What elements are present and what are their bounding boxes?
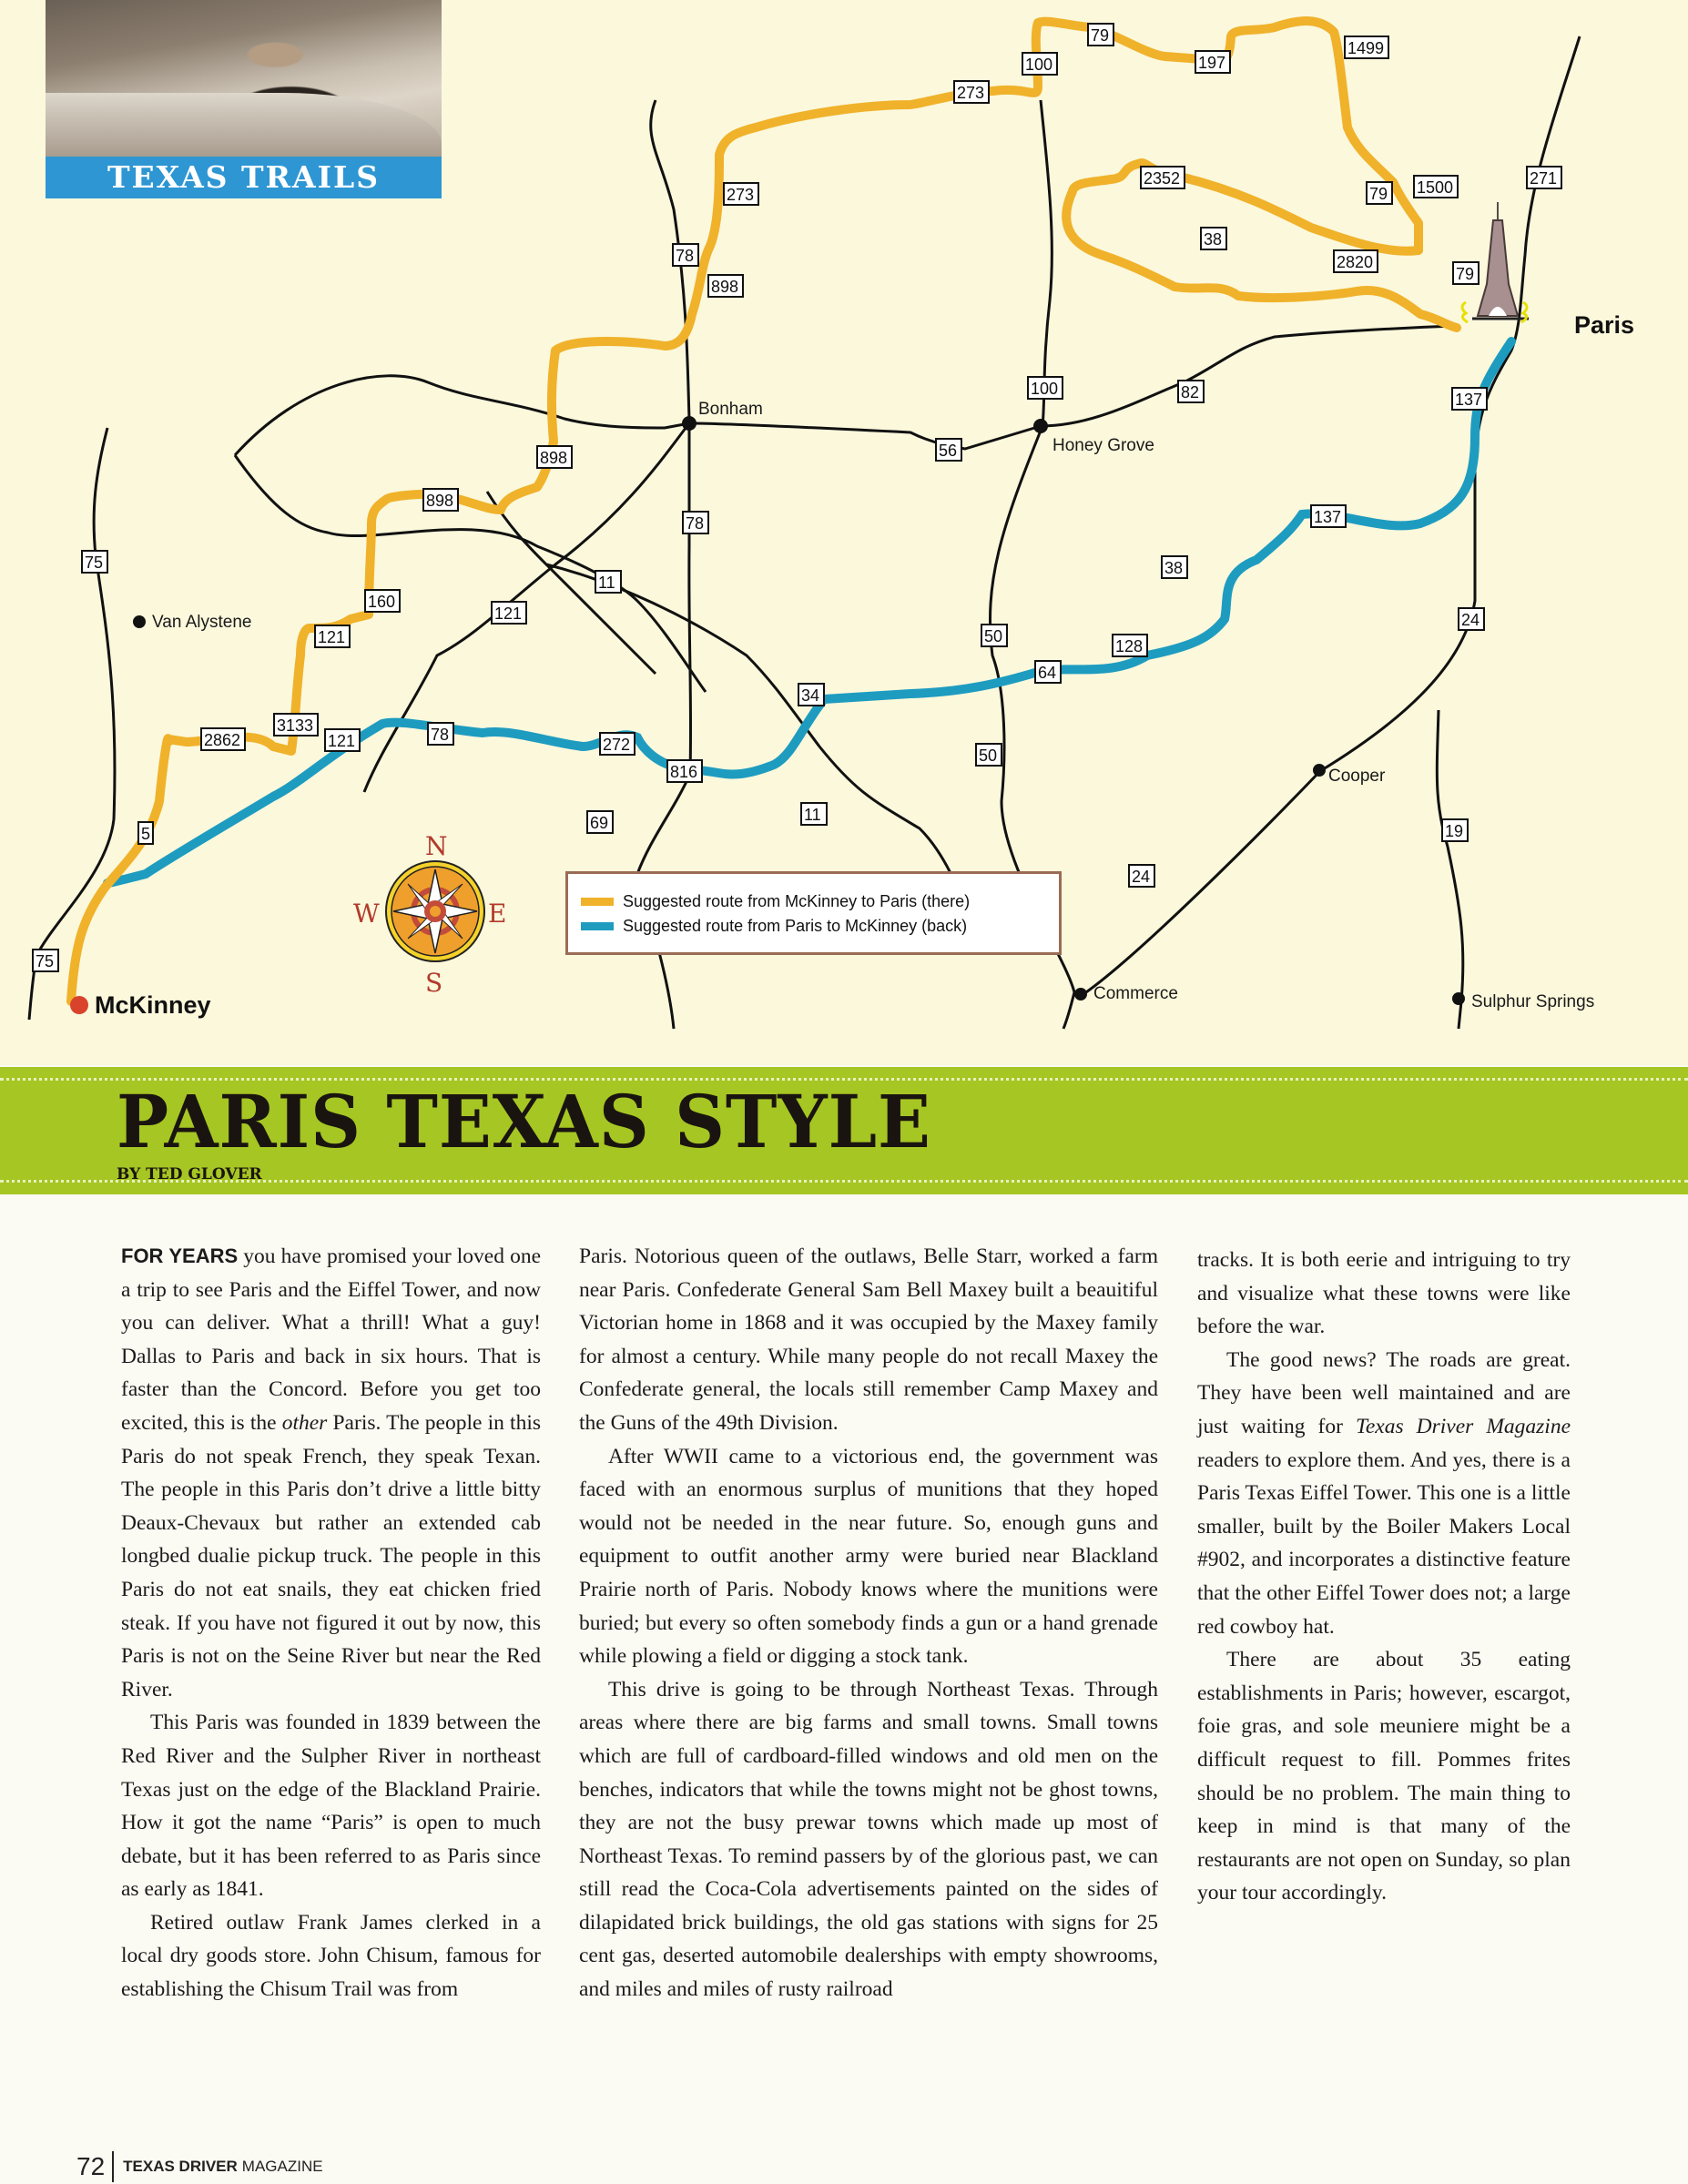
route-back — [107, 341, 1511, 883]
shield-38: 38 — [1164, 559, 1184, 577]
article-column-2 — [579, 1240, 1158, 2006]
article-byline: BY TED GLOVER — [117, 1165, 262, 1183]
shield-82: 82 — [1181, 383, 1200, 401]
town-honey-grove: Honey Grove — [1052, 436, 1154, 455]
shield-898: 898 — [711, 278, 739, 296]
shield-197: 197 — [1198, 54, 1226, 72]
compass-rose-icon — [353, 831, 506, 998]
shield-11: 11 — [804, 806, 821, 824]
paragraph: There are about 35 eating establishments in Paris; however, escargot, foie gras, and sole meuniere might be a difficult request to fill. Pommes frites should be no problem. The main thing to keep in mind is that many of the restaurants are not open on Sunday, so plan your tour accordingly. — [1197, 1648, 1571, 1905]
paragraph: This drive is going to be through Northeast Texas. Through areas where there are big farms and small towns. Small towns which are full of cardboard-filled windows and old men on the benches, indicators that while the towns might not be ghost towns, they are not the busy prewar towns which made up most of Northeast Texas. To remind passers by of the glorious past, we can still read the Coca-Cola advertisements painted on the sides of dilapidated brick buildings, the old gas stations with signs for 25 cent gas, deserted automobile dealerships with empty showrooms, and miles and miles of rusty railroad — [579, 1677, 1158, 2002]
mckinney-marker — [70, 996, 88, 1014]
shield-137: 137 — [1314, 508, 1342, 526]
shield-19: 19 — [1445, 822, 1464, 840]
shield-272: 272 — [603, 736, 631, 754]
shield-50: 50 — [979, 747, 998, 765]
map-legend — [565, 871, 1062, 955]
town-paris: Paris — [1574, 311, 1635, 339]
shield-24: 24 — [1132, 868, 1151, 886]
article-column-1 — [121, 1240, 541, 2006]
article-column-3 — [1197, 1244, 1571, 1910]
shield-1500: 1500 — [1417, 178, 1454, 197]
shield-78: 78 — [676, 247, 695, 265]
town-cooper: Cooper — [1328, 767, 1386, 786]
shield-78: 78 — [686, 514, 705, 533]
shield-121: 121 — [328, 732, 356, 750]
shield-75: 75 — [36, 952, 55, 970]
shield-38: 38 — [1204, 230, 1223, 249]
shield-128: 128 — [1115, 637, 1144, 655]
shield-79: 79 — [1369, 185, 1388, 203]
shield-898: 898 — [426, 492, 454, 510]
shield-816: 816 — [670, 763, 698, 781]
shield-273: 273 — [957, 84, 985, 102]
page-number: 72 — [76, 2151, 114, 2182]
page-footer — [76, 2151, 323, 2182]
blue-swatch-icon — [581, 922, 614, 930]
article-title: PARIS TEXAS STYLE — [117, 1079, 931, 1164]
legend-item-back — [581, 917, 967, 936]
compass-n: N — [425, 831, 448, 861]
shield-2352: 2352 — [1144, 169, 1181, 188]
section-tag: TEXAS TRAILS — [46, 157, 442, 198]
legend-label: Suggested route from McKinney to Paris (there) — [623, 892, 971, 910]
lead-in: FOR YEARS — [121, 1244, 239, 1267]
paragraph: This Paris was founded in 1839 between the Red River and the Sulpher River in northeast Texas just on the edge of the Blackland Prairie. How it got the name “Paris” is open to much debate, but it has been referred to as Paris since as early as 1841. — [121, 1711, 541, 1902]
shield-69: 69 — [590, 814, 609, 832]
paragraph: FOR YEARS you have promised your loved one a trip to see Paris and the Eiffel Tower, and now you can deliver. What a thrill! What a guy! Dallas to Paris and back in six hours. That is faster than the Concord. Before you get too excited, this is the other Paris. The people in this Paris do not speak French, they speak Texan. The people in this Paris don’t drive a little bitty Deaux-Chevaux but rather an extended cab longbed dualie pickup truck. The people in this Paris do not eat snails, they eat chicken fried steak. If you have not figured it out by now, this Paris is not on the Seine River but near the Red River. — [121, 1244, 542, 1701]
shield-2820: 2820 — [1337, 253, 1374, 271]
shield-24: 24 — [1461, 611, 1480, 629]
compass-e: E — [488, 899, 507, 929]
shield-79: 79 — [1456, 265, 1475, 283]
car-shape — [46, 93, 442, 157]
legend-item-there — [581, 892, 970, 911]
shield-100: 100 — [1025, 56, 1053, 74]
shield-56: 56 — [939, 442, 958, 460]
town-van-alystene: Van Alystene — [152, 613, 252, 632]
town-bonham: Bonham — [698, 400, 763, 419]
shield-64: 64 — [1038, 664, 1057, 682]
shield-79: 79 — [1091, 26, 1110, 45]
shield-160: 160 — [368, 593, 396, 611]
shield-50: 50 — [984, 627, 1003, 645]
shield-100: 100 — [1031, 380, 1059, 398]
shield-11: 11 — [598, 574, 615, 592]
route-map — [0, 0, 1688, 1065]
shield-78: 78 — [431, 726, 450, 744]
shield-121: 121 — [318, 628, 346, 646]
shield-34: 34 — [801, 686, 820, 705]
shield-75: 75 — [85, 554, 104, 572]
shield-1499: 1499 — [1347, 39, 1385, 57]
shield-3133: 3133 — [277, 716, 314, 735]
paragraph: The good news? The roads are great. They have been well maintained and are just waiting for Texas Driver Magazine readers to explore them. And yes, there is a Paris Texas Eiffel Tower. This one is a little smaller, built by the Boiler Makers Local #902, and incorporates a distinctive feature that the other Eiffel Tower does not; a large red cowboy hat. — [1197, 1347, 1571, 1639]
shield-898: 898 — [540, 449, 568, 467]
shield-271: 271 — [1530, 169, 1558, 188]
paragraph: tracks. It is both eerie and intriguing to try and visualize what these towns were like before the war. — [1197, 1248, 1571, 1339]
town-commerce: Commerce — [1093, 984, 1178, 1003]
shield-121: 121 — [494, 604, 523, 623]
paragraph: After WWII came to a victorious end, the government was faced with an enormous surplus of munitions that they hoped would not be needed in the near future. So, enough guns and equipment to outfit another army were buried near Blackland Prairie north of Paris. Nobody knows where the munitions were buried; but every so often somebody finds a gun or a hand grenade while plowing a field or digging a stock tank. — [579, 1444, 1158, 1669]
shield-273: 273 — [727, 186, 755, 204]
author-photo — [46, 0, 442, 157]
town-sulphur-springs: Sulphur Springs — [1471, 992, 1595, 1011]
shield-2862: 2862 — [204, 731, 241, 749]
shield-137: 137 — [1455, 391, 1483, 409]
legend-label: Suggested route from Paris to McKinney (back) — [623, 917, 968, 935]
shield-5: 5 — [141, 825, 151, 843]
paragraph: Paris. Notorious queen of the outlaws, Belle Starr, worked a farm near Paris. Confederate General Sam Bell Maxey built a beauitiful Victorian home in 1868 and it was occupied by the Maxey family for almost a century. While many people do not recall Maxey the Confederate general, the locals still remember Camp Maxey and the Guns of the 49th Division. — [579, 1244, 1158, 1435]
town-mckinney: McKinney — [95, 991, 211, 1019]
paragraph: Retired outlaw Frank James clerked in a local dry goods store. John Chisum, famous for establishing the Chisum Trail was from — [121, 1910, 541, 2002]
compass-w: W — [353, 899, 380, 929]
compass-s: S — [425, 968, 443, 998]
magazine-name-suffix: MAGAZINE — [241, 2158, 323, 2175]
magazine-name: TEXAS DRIVER — [123, 2158, 238, 2175]
orange-swatch-icon — [581, 898, 614, 906]
